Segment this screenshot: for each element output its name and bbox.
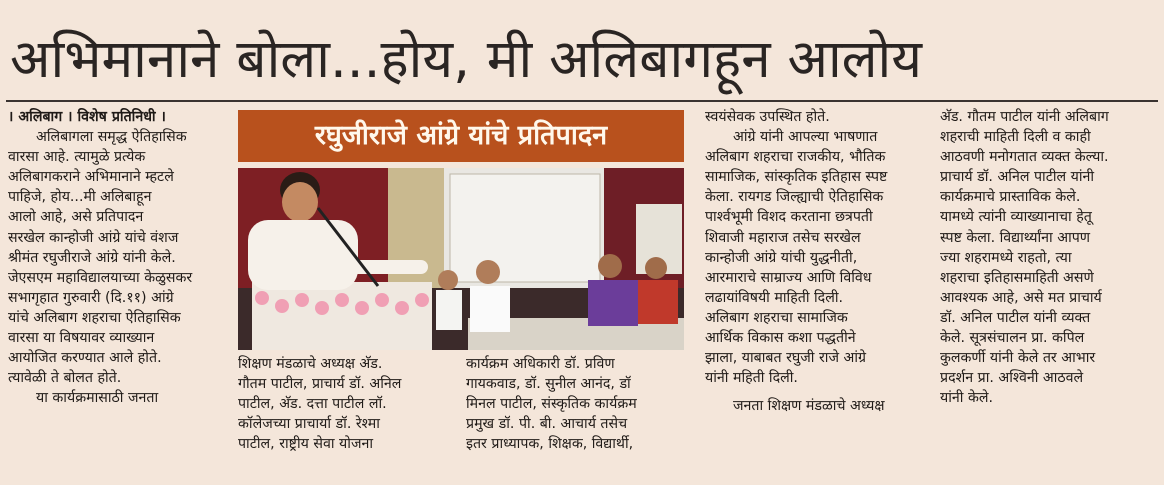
text-line: पाटील, अ‍ॅड. दत्ता पाटील लॉ. xyxy=(238,396,387,413)
event-photo xyxy=(238,168,684,350)
text-line: आलो आहे, असे प्रतिपादन xyxy=(8,209,144,226)
text-line: प्रमुख डॉ. पी. बी. आचार्य तसेच xyxy=(466,416,628,433)
article-column-5 xyxy=(940,107,1160,408)
text-line: शिक्षण मंडळाचे अध्यक्ष अ‍ॅड. xyxy=(238,356,383,372)
text-line: आठवणी मनोगतात व्यक्त केल्या. xyxy=(940,149,1109,166)
article-column-1 xyxy=(8,107,230,408)
text-line: कार्यक्रमाचे प्रास्ताविक केले. xyxy=(940,189,1081,206)
event-photo-illustration xyxy=(238,168,684,350)
text-line: जनता शिक्षण मंडळाचे अध्यक्ष xyxy=(733,398,885,415)
text-line: शहराची माहिती दिली व काही xyxy=(940,129,1091,146)
text-line: कुलकर्णी यांनी केले तर आभार xyxy=(940,350,1096,367)
text-line: यांचे अलिबाग शहराचा ऐतिहासिक xyxy=(8,309,181,326)
text-line: शहराचा इतिहासमाहिती असणे xyxy=(940,269,1094,286)
text-line: स्वयंसेवक उपस्थित होते. xyxy=(705,109,830,125)
article-column-4 xyxy=(705,107,930,416)
text-line: कॉलेजच्या प्राचार्या डॉ. रेश्मा xyxy=(238,416,380,433)
text-line: आयोजित करण्यात आले होते. xyxy=(8,350,162,367)
text-line: डॉ. अनिल पाटील यांनी व्यक्त xyxy=(940,309,1091,326)
text-line: पार्श्वभूमी विशद करताना छत्रपती xyxy=(705,209,873,226)
text-line: आवश्यक आहे, असे मत प्राचार्य xyxy=(940,289,1102,306)
text-line: वारसा या विषयावर व्याख्यान xyxy=(8,330,155,347)
text-line: मिनल पाटील, संस्कृतिक कार्यक्रम xyxy=(466,396,637,413)
text-line: यांनी महिती दिली. xyxy=(705,370,798,387)
text-line: आरमाराचे साम्राज्य आणि विविध xyxy=(705,269,872,286)
article-column-3 xyxy=(466,354,688,454)
text-line: अलिबागकराने अभिमानाने म्हटले xyxy=(8,169,174,186)
text-line: केला. रायगड जिल्ह्याची ऐतिहासिक xyxy=(705,189,884,206)
text-line: सभागृहात गुरुवारी (दि.११) आंग्रे xyxy=(8,289,174,306)
text-line: कार्यक्रम अधिकारी डॉ. प्रविण xyxy=(466,356,615,372)
text-line: कान्होजी आंग्रे यांची युद्धनीती, xyxy=(705,249,858,266)
text-line: झाला, याबाबत रघुजी राजे आंग्रे xyxy=(705,350,867,367)
text-line: केले. सूत्रसंचालन प्रा. कपिल xyxy=(940,330,1085,347)
text-line: यांनी केले. xyxy=(940,390,993,407)
text-line: पाहिजे, होय...मी अलिबाहून xyxy=(8,189,152,206)
text-line: प्रदर्शन प्रा. अश्विनी आठवले xyxy=(940,370,1084,387)
text-line: वारसा आहे. त्यामुळे प्रत्येक xyxy=(8,149,146,166)
text-line: श्रीमंत रघुजीराजे आंग्रे यांनी केले. xyxy=(8,249,176,266)
text-line: गौतम पाटील, प्राचार्य डॉ. अनिल xyxy=(238,376,402,393)
text-line: आंग्रे यांनी आपल्या भाषणात xyxy=(733,129,878,146)
text-line: आर्थिक विकास कशा पद्धतीने xyxy=(705,330,856,347)
headline-rule xyxy=(6,100,1158,102)
text-line: सरखेल कान्होजी आंग्रे यांचे वंशज xyxy=(8,229,179,246)
headline: अभिमानाने बोला...होय, मी अलिबागहून आलोय xyxy=(10,29,923,90)
text-line: जेएसएम महाविद्यालयाच्या केळुसकर xyxy=(8,269,193,286)
subheadline-banner: रघुजीराजे आंग्रे यांचे प्रतिपादन xyxy=(238,110,684,162)
text-line: इतर प्राध्यापक, शिक्षक, विद्यार्थी, xyxy=(466,436,634,453)
text-line: सामाजिक, सांस्कृतिक इतिहास स्पष्ट xyxy=(705,169,888,186)
text-line: अलिबाग शहराचा राजकीय, भौतिक xyxy=(705,149,886,166)
text-line: लढायांविषयी माहिती दिली. xyxy=(705,289,844,306)
text-line: पाटील, राष्ट्रीय सेवा योजना xyxy=(238,436,374,453)
text-line: यामध्ये त्यांनी व्याख्यानाचा हेतू xyxy=(940,209,1092,226)
article-column-2 xyxy=(238,354,458,454)
byline: । अलिबाग । विशेष प्रतिनिधी । xyxy=(8,109,166,125)
text-line: अलिबाग शहराचा सामाजिक xyxy=(705,309,848,326)
text-line: ज्या शहरामध्ये राहतो, त्या xyxy=(940,249,1072,266)
text-line: अ‍ॅड. गौतम पाटील यांनी अलिबाग xyxy=(940,109,1109,125)
paragraph-gap xyxy=(705,388,930,396)
text-line: त्यावेळी ते बोलत होते. xyxy=(8,370,122,387)
text-line: शिवाजी महाराज तसेच सरखेल xyxy=(705,229,861,246)
text-line: अलिबागला समृद्ध ऐतिहासिक xyxy=(36,129,187,146)
text-line: प्राचार्य डॉ. अनिल पाटील यांनी xyxy=(940,169,1095,186)
text-line: गायकवाड, डॉ. सुनील आनंद, डॉ xyxy=(466,376,631,393)
text-line: स्पष्ट केला. विद्यार्थ्यांना आपण xyxy=(940,229,1091,246)
text-line: या कार्यक्रमासाठी जनता xyxy=(36,390,159,407)
